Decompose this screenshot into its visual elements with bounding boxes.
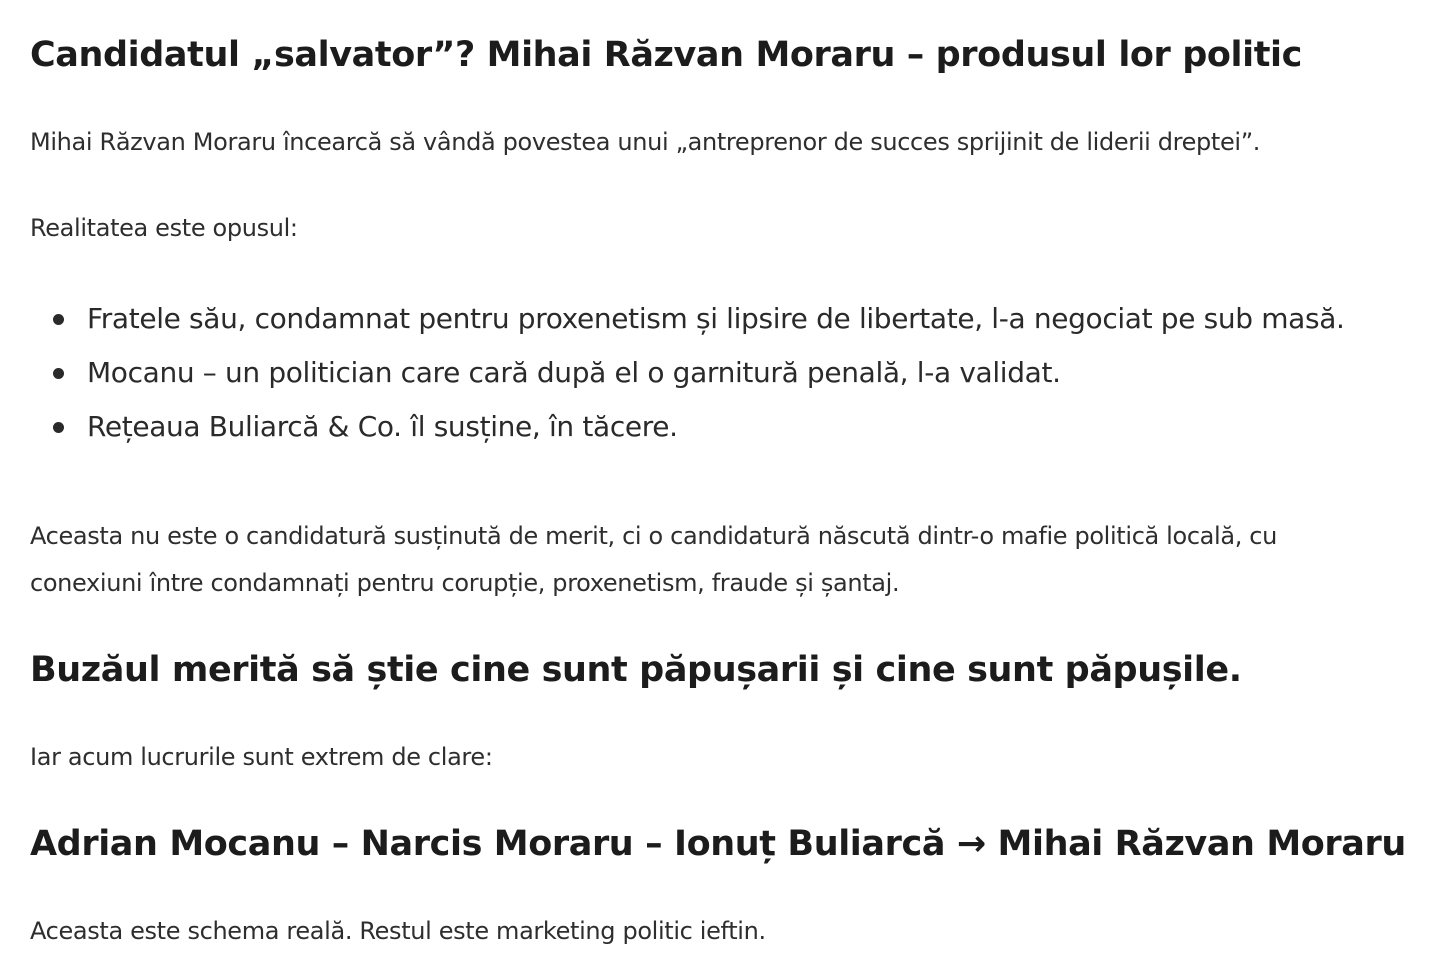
heading-scheme-names: Adrian Mocanu – Narcis Moraru – Ionuț Buliarcă → Mihai Răzvan Moraru <box>30 824 1406 864</box>
bullet-dot-icon <box>53 422 64 433</box>
paragraph-candidacy-line-1: Aceasta nu este o candidatură susținută de merit, ci o candidatură născută dintr-o mafie politică locală, cu <box>30 522 1277 550</box>
bullet-dot-icon <box>53 314 64 325</box>
bullet-dot-icon <box>53 368 64 379</box>
paragraph-real-scheme: Aceasta este schema reală. Restul este marketing politic ieftin. <box>30 917 766 945</box>
heading-buzau-puppets: Buzăul merită să știe cine sunt păpușarii și cine sunt păpușile. <box>30 650 1242 690</box>
paragraph-intro: Mihai Răzvan Moraru încearcă să vândă povestea unui „antreprenor de succes sprijinit de liderii dreptei”. <box>30 128 1261 156</box>
list-item <box>30 292 1345 346</box>
heading-candidate-savior: Candidatul „salvator”? Mihai Răzvan Moraru – produsul lor politic <box>30 35 1302 75</box>
facts-list <box>30 292 1345 454</box>
paragraph-clear-now: Iar acum lucrurile sunt extrem de clare: <box>30 743 493 771</box>
list-item-text: Fratele său, condamnat pentru proxenetism și lipsire de libertate, l-a negociat pe sub masă. <box>87 302 1345 335</box>
list-item-text: Rețeaua Buliarcă & Co. îl susține, în tăcere. <box>87 410 678 443</box>
paragraph-candidacy-line-2: conexiuni între condamnați pentru corupție, proxenetism, fraude și șantaj. <box>30 569 900 597</box>
list-item-text: Mocanu – un politician care cară după el o garnitură penală, l-a validat. <box>87 356 1061 389</box>
paragraph-reality: Realitatea este opusul: <box>30 214 298 242</box>
list-item <box>30 400 1345 454</box>
list-item <box>30 346 1345 400</box>
